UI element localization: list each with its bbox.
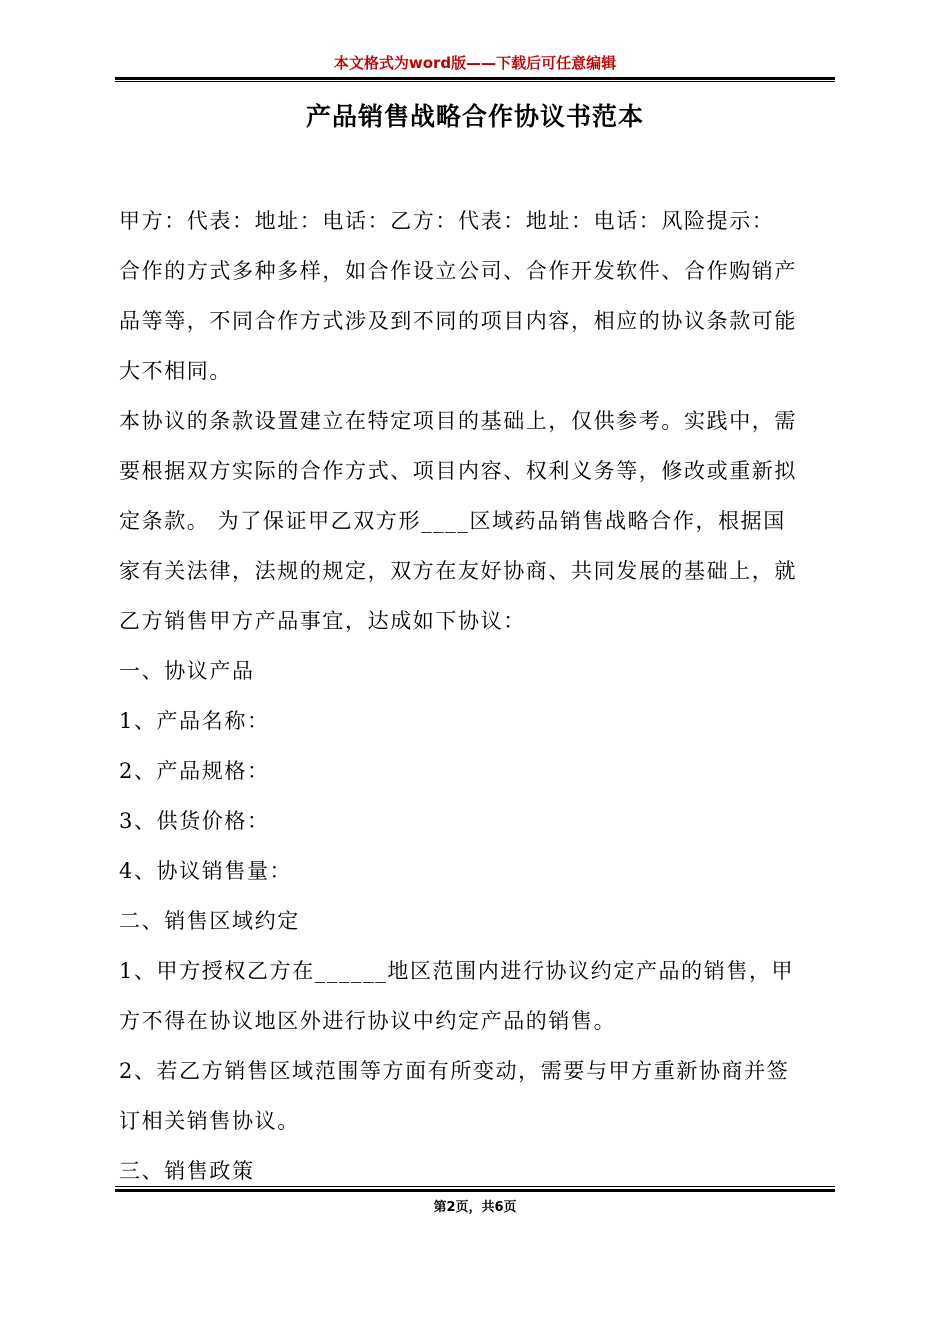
body-line: 家有关法律，法规的规定，双方在友好协商、共同发展的基础上，就	[119, 559, 797, 583]
body-line: 本协议的条款设置建立在特定项目的基础上，仅供参考。实践中，需	[119, 409, 797, 433]
section-heading: 一、协议产品	[119, 659, 255, 683]
document-body	[119, 196, 835, 1196]
header-rule-thin	[115, 81, 835, 82]
body-line: 大不相同。	[119, 359, 232, 383]
section-heading: 二、销售区域约定	[119, 909, 300, 933]
body-line: 3、供货价格：	[119, 809, 270, 833]
body-line: 1、产品名称：	[119, 709, 270, 733]
body-line: 定条款。 为了保证甲乙双方形____区域药品销售战略合作，根据国	[119, 509, 786, 533]
body-line: 订相关销售协议。	[119, 1109, 300, 1133]
section-heading: 三、销售政策	[119, 1159, 255, 1183]
body-line: 方不得在协议地区外进行协议中约定产品的销售。	[119, 1009, 617, 1033]
header-note: 本文格式为word版——下载后可任意编辑	[333, 54, 617, 72]
body-line: 品等等，不同合作方式涉及到不同的项目内容，相应的协议条款可能	[119, 309, 797, 333]
page-number: 第2页，共6页	[433, 1200, 517, 1215]
body-line: 要根据双方实际的合作方式、项目内容、权利义务等，修改或重新拟	[119, 459, 797, 483]
footer-rule-thick	[115, 1189, 835, 1192]
header-rule-thick	[115, 77, 835, 80]
body-line: 合作的方式多种多样，如合作设立公司、合作开发软件、合作购销产	[119, 259, 797, 283]
body-line: 乙方销售甲方产品事宜，达成如下协议：	[119, 609, 526, 633]
document-title: 产品销售战略合作协议书范本	[305, 102, 644, 131]
body-line: 甲方：代表：地址：电话：乙方：代表：地址：电话：风险提示：	[119, 209, 775, 233]
body-line: 2、产品规格：	[119, 759, 270, 783]
footer-rule-thin	[115, 1186, 835, 1187]
body-line: 2、若乙方销售区域范围等方面有所变动，需要与甲方重新协商并签	[119, 1059, 790, 1083]
body-line: 1、甲方授权乙方在______地区范围内进行协议约定产品的销售，甲	[119, 959, 795, 983]
body-line: 4、协议销售量：	[119, 859, 293, 883]
